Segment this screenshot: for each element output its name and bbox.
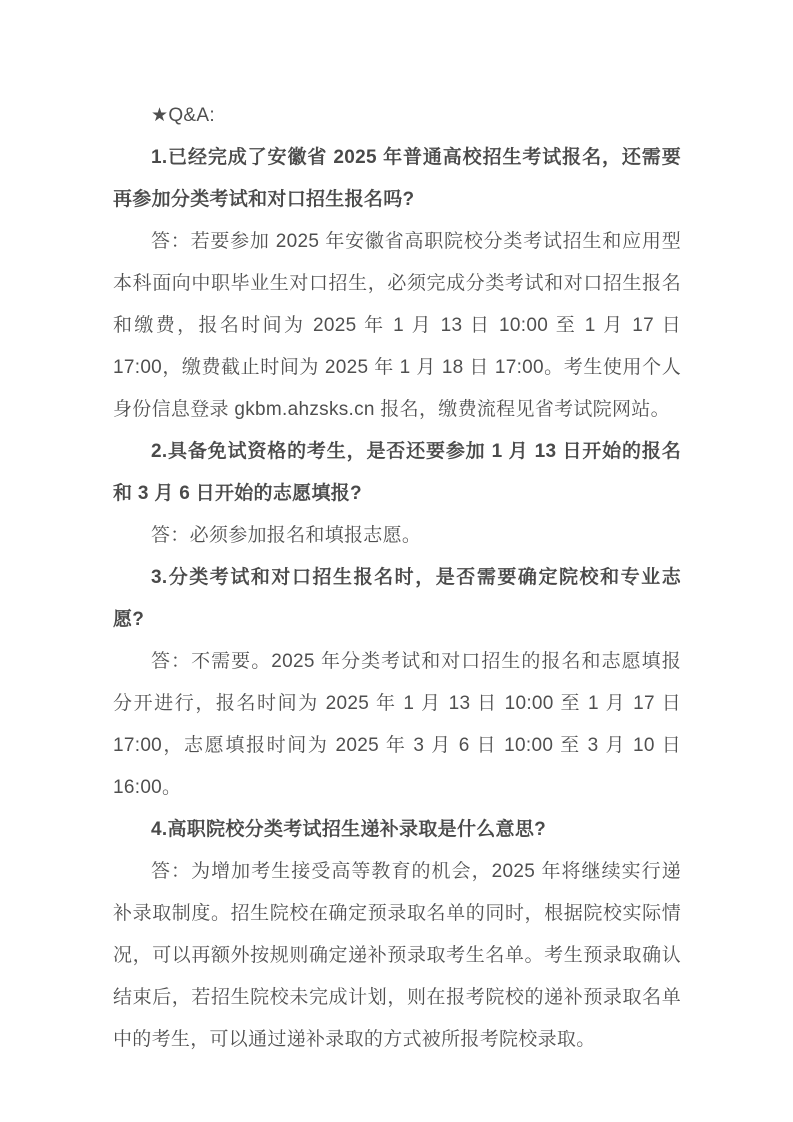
answer-3: 答：不需要。2025 年分类考试和对口招生的报名和志愿填报分开进行，报名时间为 2025 年 1 月 13 日 10:00 至 1 月 17 日 17:00，志愿填报时间为 2025 年 3 月 6 日 10:00 至 3 月 10 日 16:00。 xyxy=(113,651,681,798)
qa-section-label: ★Q&A: xyxy=(151,105,215,126)
question-4: 4.高职院校分类考试招生递补录取是什么意思? xyxy=(151,819,547,840)
question-3: 3.分类考试和对口招生报名时，是否需要确定院校和专业志愿? xyxy=(113,567,681,630)
document-body xyxy=(113,95,681,1061)
answer-2: 答：必须参加报名和填报志愿。 xyxy=(151,525,422,546)
question-2: 2.具备免试资格的考生，是否还要参加 1 月 13 日开始的报名和 3 月 6 日开始的志愿填报? xyxy=(113,441,681,504)
answer-4: 答：为增加考生接受高等教育的机会，2025 年将继续实行递补录取制度。招生院校在确定预录取名单的同时，根据院校实际情况，可以再额外按规则确定递补预录取考生名单。考生预录取确认结束后，若招生院校未完成计划，则在报考院校的递补预录取名单中的考生，可以通过递补录取的方式被所报考院校录取。 xyxy=(113,861,681,1050)
answer-1: 答：若要参加 2025 年安徽省高职院校分类考试招生和应用型本科面向中职毕业生对口招生，必须完成分类考试和对口招生报名和缴费，报名时间为 2025 年 1 月 13 日 10:00 至 1 月 17 日 17:00，缴费截止时间为 2025 年 1 月 18 日 17:00。考生使用个人身份信息登录 gkbm.ahzsks.cn 报名，缴费流程见省考试院网站。 xyxy=(113,231,681,420)
question-1: 1.已经完成了安徽省 2025 年普通高校招生考试报名，还需要再参加分类考试和对口招生报名吗? xyxy=(113,147,681,210)
